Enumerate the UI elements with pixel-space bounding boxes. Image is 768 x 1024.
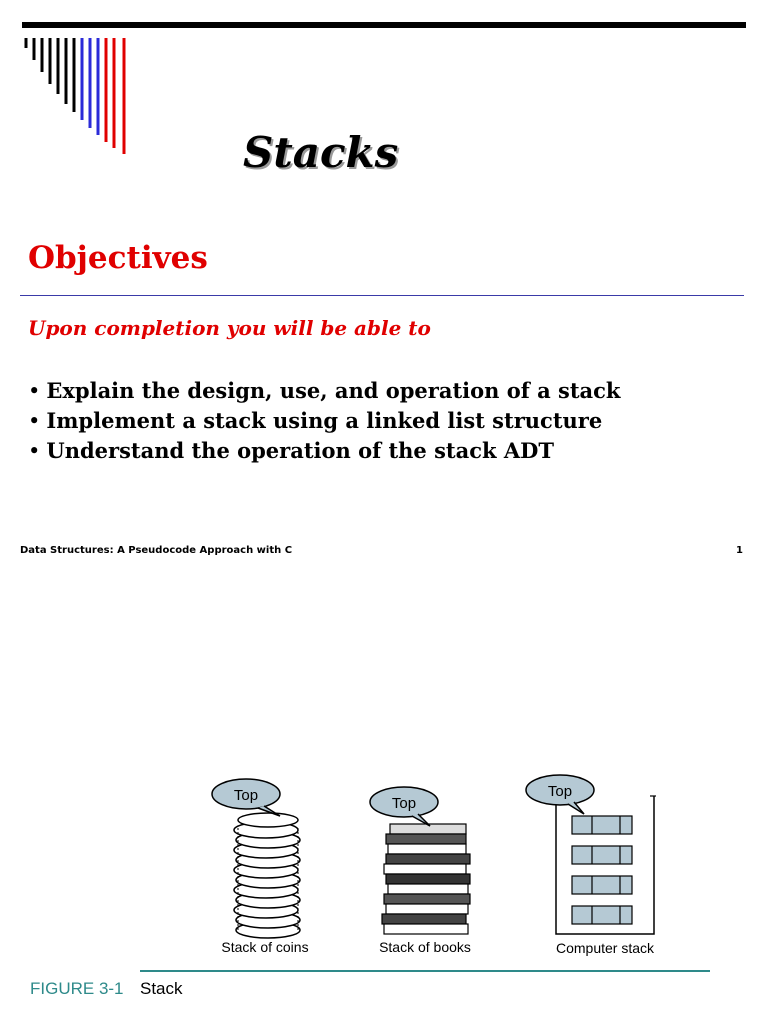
bullet-icon: • [28,439,41,463]
top-rule [22,22,746,28]
bubble-label: Top [547,783,573,800]
list-item [28,436,620,466]
footer-book-title: Data Structures: A Pseudocode Approach with C [20,545,293,556]
list-item-text: Implement a stack using a linked list structure [46,408,603,433]
list-item [28,376,620,406]
bullet-icon: • [28,409,41,433]
list-item [28,406,620,436]
page-number: 1 [736,545,743,556]
objectives-list [28,376,620,466]
caption-books: Stack of books [379,939,471,955]
book-stack-illustration [382,824,470,934]
heading-divider [20,295,744,296]
speech-bubble [370,787,438,826]
coin-stack-illustration [234,813,300,938]
decorative-stripes [24,38,134,158]
list-item-text: Understand the operation of the stack ADT [46,438,554,463]
caption-coins: Stack of coins [221,939,309,955]
computer-stack-illustration [556,796,656,934]
objectives-heading: Objectives [28,240,208,276]
caption-computer: Computer stack [555,940,655,956]
bullet-icon: • [28,379,41,403]
speech-bubble [212,779,280,816]
objectives-subtitle: Upon completion you will be able to [28,316,431,340]
bubble-label: Top [391,795,417,812]
figure-title: Stack [140,979,183,998]
slide-title: Stacks [243,128,399,177]
bubble-label: Top [233,787,259,804]
speech-bubble [526,775,594,814]
figure-number: FIGURE 3-1 [30,979,124,998]
figure-divider [140,970,710,972]
list-item-text: Explain the design, use, and operation of a stack [46,378,621,403]
stack-figure [200,770,680,970]
